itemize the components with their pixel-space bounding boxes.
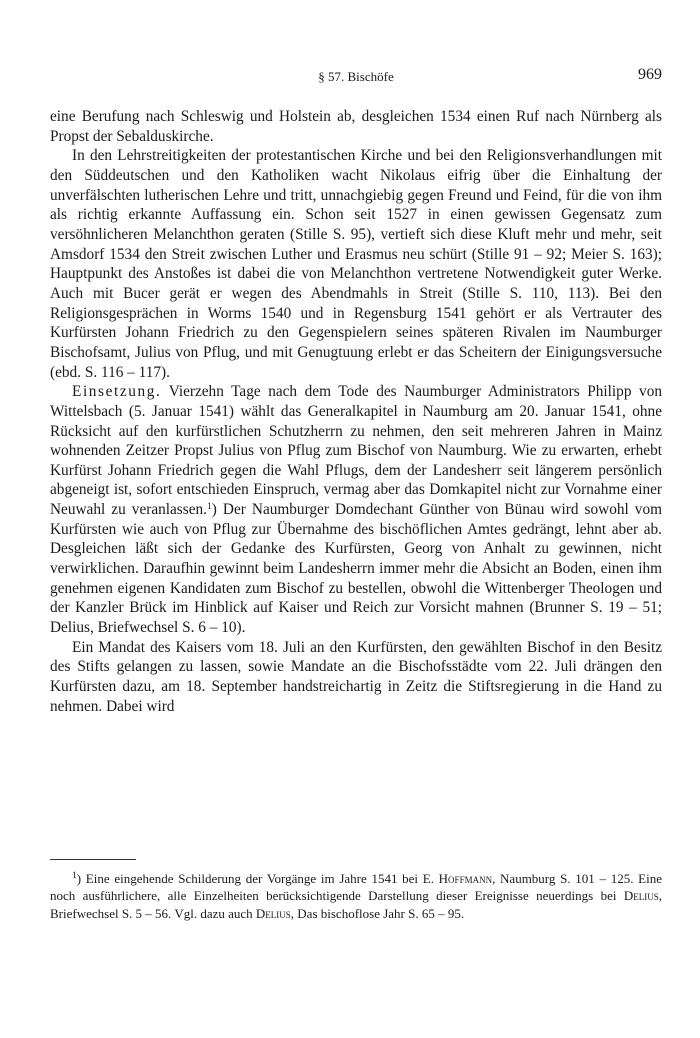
paragraph-4: Ein Mandat des Kaisers vom 18. Juli an den Kurfürsten, den gewählten Bischof in den Besitz des Stifts gelangen zu lassen, sowie Mandate an die Bischofsstädte vom 22. Juli drängen den Kurfürsten dazu, am 18. September handstreichartig in Zeitz die Stiftsregierung in die Hand zu nehmen. Dabei wird: [50, 638, 662, 715]
paragraph-2: In den Lehrstreitigkeiten der protestantischen Kirche und bei den Religionsverhandlungen mit den Süddeutschen und den Katholiken wacht Nikolaus eifrig über die Einhaltung der unverfälschten lutherischen Lehre und tritt, unnachgiebig gegen Freund und Feind, für die von ihm als richtig erkannte Auffassung ein. Schon seit 1527 in einen gewissen Gegensatz zum versöhnlicheren Melanchthon geraten (Stille S. 95), vertieft sich diese Kluft mehr und mehr, seit Amsdorf 1534 den Streit zwischen Luther und Erasmus neu schürt (Stille 91 – 92; Meier S. 163); Hauptpunkt des Anstoßes ist dabei die von Melanchthon vertretene Notwendigkeit guter Werke. Auch mit Bucer gerät er wegen des Abendmahls in Streit (Stille S. 110, 113). Bei den Religionsgesprächen in Worms 1540 und in Regensburg 1541 gehört er als Vertrauter des Kurfürsten Johann Friedrich zu den Gegenspielern seines späteren Rivalen im Naumburger Bischofsamt, Julius von Pflug, und mit Genugtuung erlebt er das Scheitern der Einigungsversuche (ebd. S. 116 – 117).: [50, 147, 662, 381]
paragraph-1: eine Berufung nach Schleswig und Holstein ab, desgleichen 1534 einen Ruf nach Nürnberg als Propst der Sebalduskirche.: [50, 108, 662, 145]
footnote-reference[interactable]: 1: [206, 502, 212, 513]
main-text: [50, 107, 662, 716]
author-delius-1: Delius: [623, 888, 659, 904]
footnote-mark: 1: [72, 871, 77, 881]
page-number: 969: [638, 66, 662, 83]
paragraph-3: [50, 382, 662, 638]
footnote-text-2: , Naumburg S. 101 – 125. Eine noch ausführlichere, alle Einzelheiten berücksichtigende Darstellung dieser Ereignisse neuerdings bei: [50, 871, 663, 904]
footnote-text-3: , Briefwechsel S. 5 – 56. Vgl. dazu auch: [50, 888, 662, 921]
footnote-text-4: , Das bischoflose Jahr S. 65 – 95.: [290, 905, 465, 921]
footnote-divider: [50, 859, 136, 860]
running-head: § 57. Bischöfe: [318, 69, 394, 84]
author-delius-2: Delius: [255, 905, 291, 921]
paragraph-3-text-a: Vierzehn Tage nach dem Tode des Naumburger Administrators Philipp von Wittelsbach (5. Januar 1541) wählt das Generalkapitel in Naumburg am 20. Januar 1541, ohne Rücksicht auf den kurfürstlichen Schutzherrn zu nehmen, den seit mehreren Jahren in Mainz wohnenden Zeitzer Propst Julius von Pflug zum Bischof von Naumburg. Wie zu erwarten, erhebt Kurfürst Johann Friedrich gegen die Wahl Pflugs, dem der Landesherr seit längerem persönlich abgeneigt ist, sofort entschieden Einspruch, vermag aber das Domkapitel nicht zur Vornahme einer Neuwahl zu veranlassen.: [50, 383, 662, 519]
footnote-1: [50, 870, 662, 922]
paragraph-3-text-b: ) Der Naumburger Domdechant Günther von Bünau wird sowohl vom Kurfürsten wie auch von Pflug zur Übernahme des bischöflichen Amtes gedrängt, lehnt aber ab. Desgleichen läßt sich der Gedanke des Kurfürsten, Georg von Anhalt zu gewinnen, nicht verwirklichen. Daraufhin gewinnt beim Landesherrn immer mehr die Absicht an Boden, einen ihm genehmen eigenen Kandidaten zum Bischof zu bestellen, obwohl die Wittenberger Theologen und der Kanzler Brück im Hinblick auf Kaiser und Reich zur Vorsicht mahnen (Brunner S. 19 – 51; Delius, Briefwechsel S. 6 – 10).: [50, 501, 663, 637]
footnote-text-1: ) Eine eingehende Schilderung der Vorgänge im Jahre 1541 bei E.: [76, 871, 439, 886]
author-hoffmann: Hoffmann: [438, 871, 493, 886]
page-header: [50, 66, 662, 90]
section-heading-einsetzung: Einsetzung.: [72, 383, 162, 401]
